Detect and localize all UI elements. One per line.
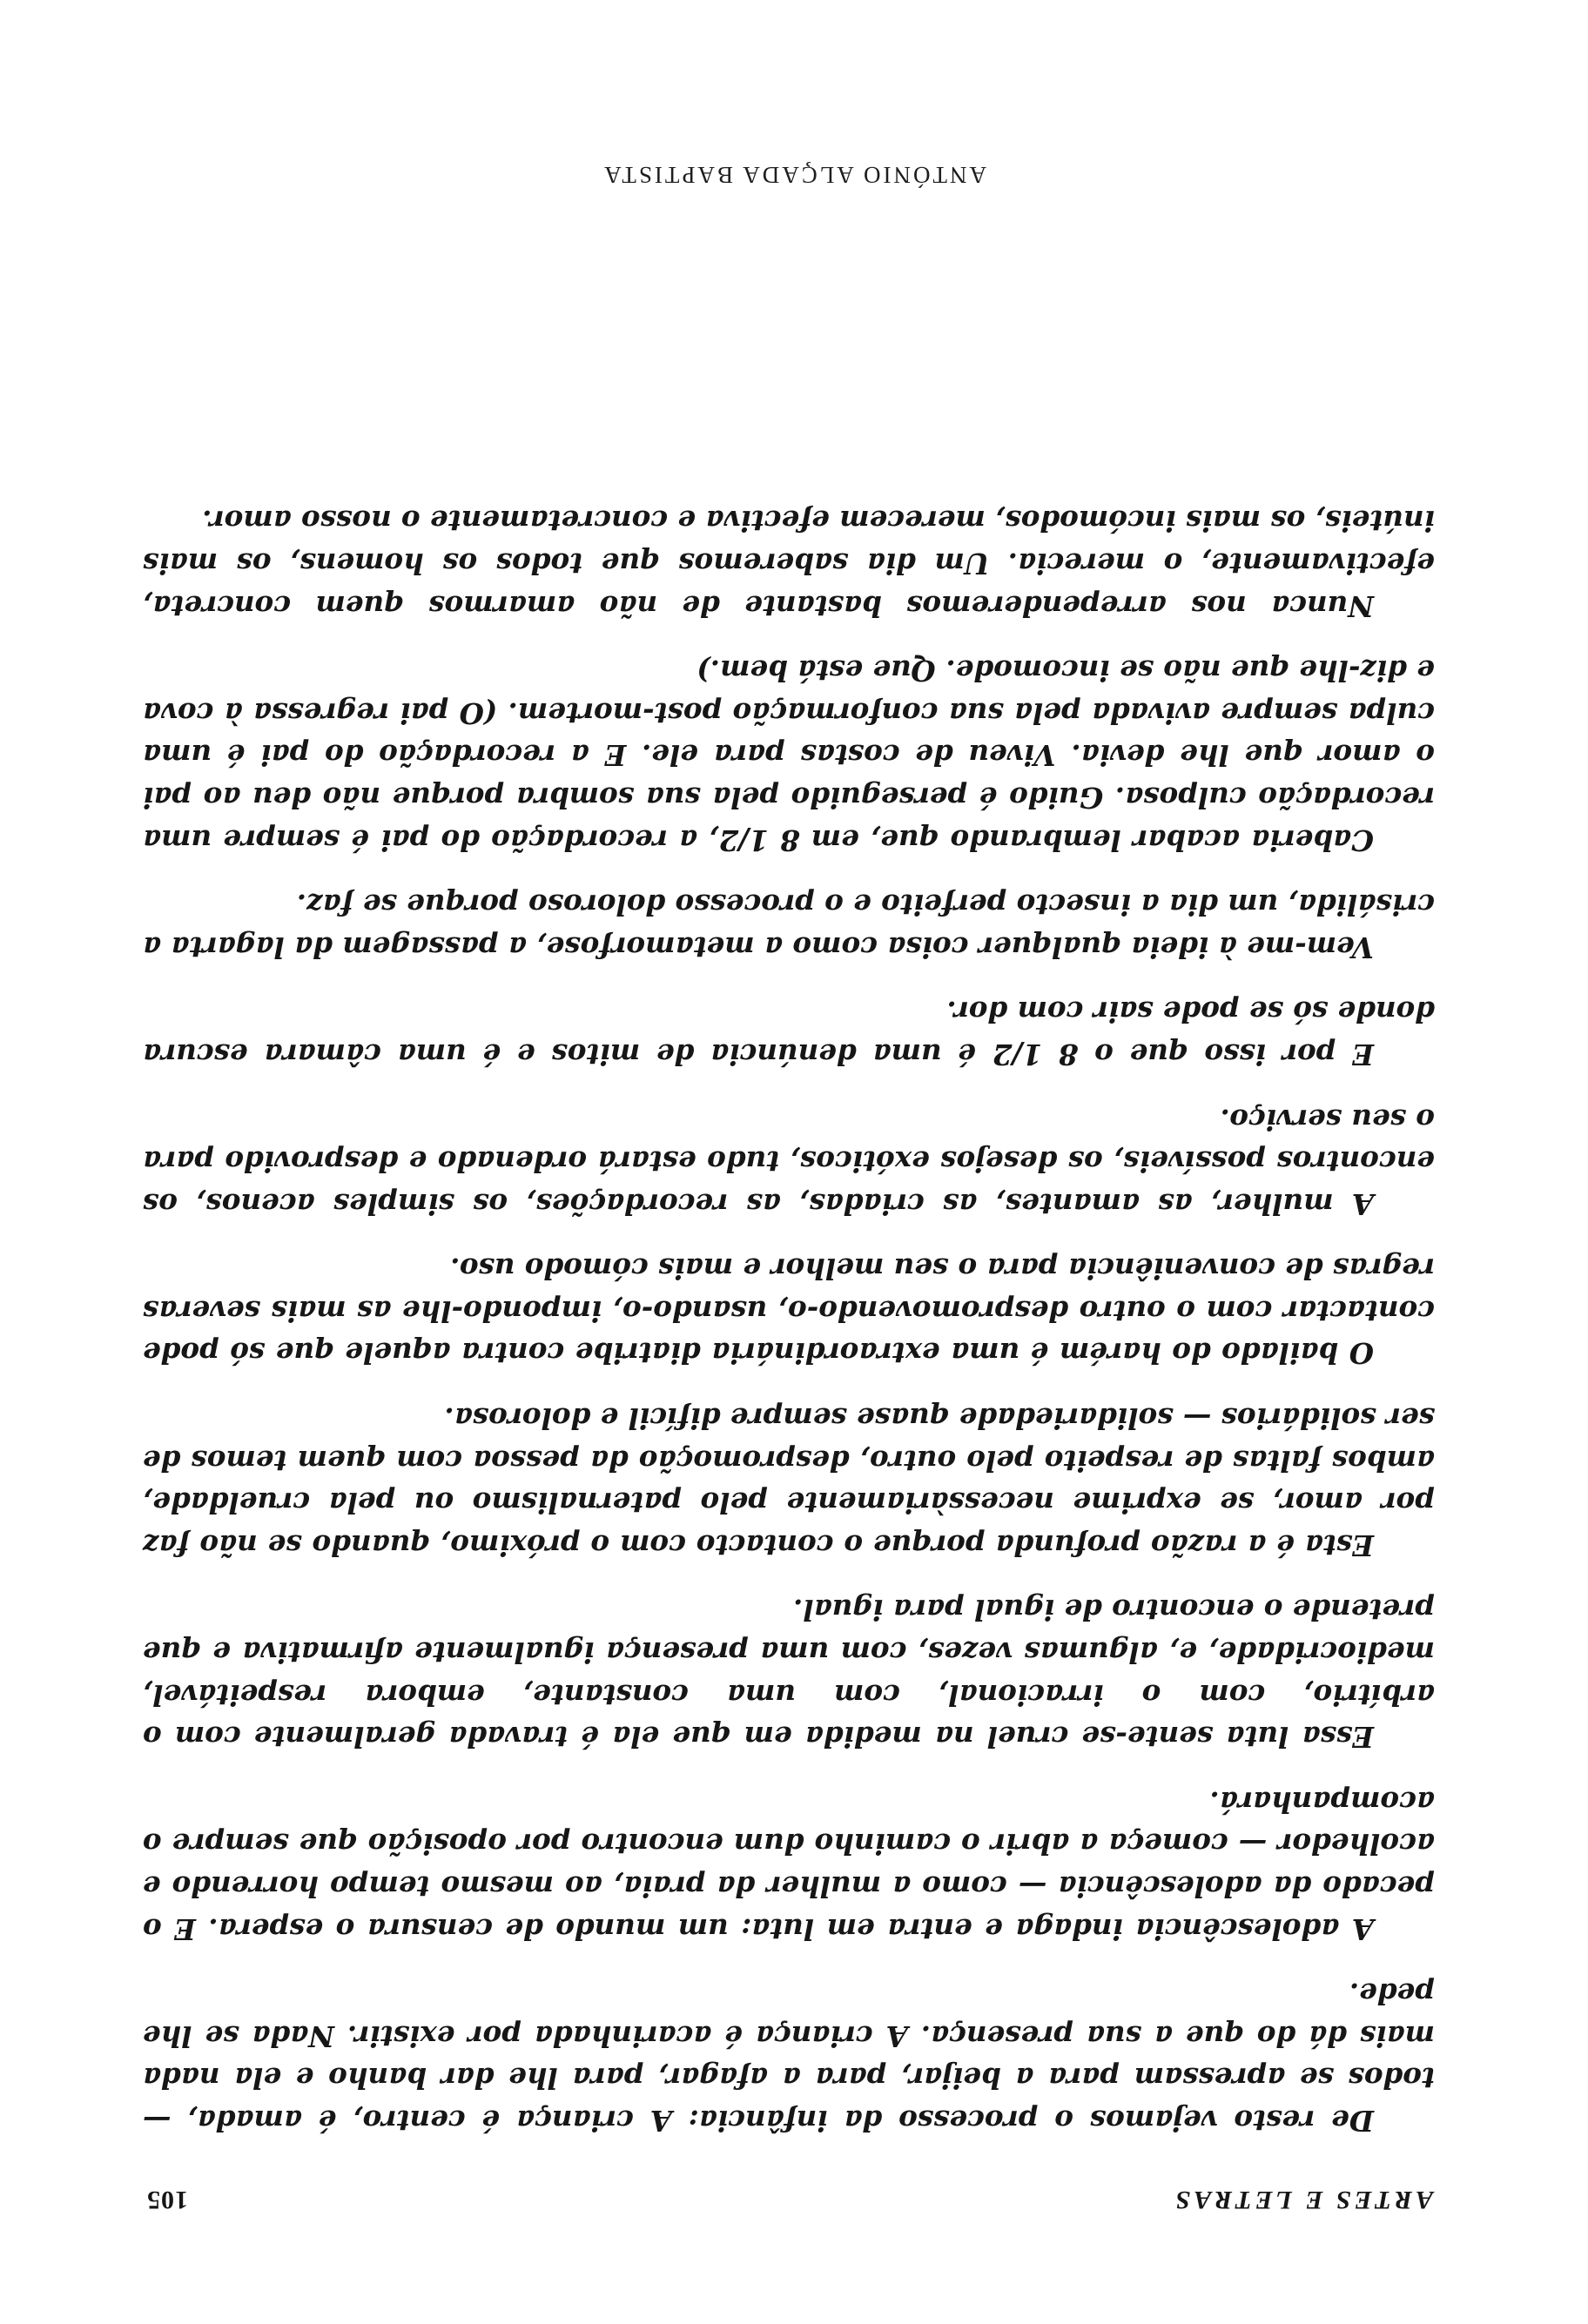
paragraph: A adolescência indaga e entra em luta: um mundo de censura o espera. E o pecado da adolescência — como a mulher da praia, ao mesmo tempo horrendo e acolhedor — começa a abrir o caminho dum encontro por oposição que sempre o acompanhará.	[143, 1784, 1435, 1946]
page-number: 105	[146, 2186, 188, 2214]
running-head	[146, 2180, 1433, 2214]
paragraph: Nunca nos arrependeremos bastante de não amarmos quem concreta, efectivamente, o merecia. Um dia saberemos que todos os homens, os mais inúteis, os mais incómodos, merecem efectiva e concretamente o nosso amor.	[143, 504, 1435, 623]
running-head-title: ARTES E LETRAS	[1172, 2186, 1433, 2214]
author-footer: ANTÓNIO ALÇADA BAPTISTA	[602, 162, 986, 188]
paragraph: De resto vejamos o processo da infância: A criança é centro, é amada, — todos se apressam para a beijar, para a afagar, para lhe dar banho e ela nada mais dá do que a sua presença. A criança é acarinhada por existir. Nada se lhe pede.	[143, 1977, 1435, 2138]
paragraph: Vem-me à ideia qualquer coisa como a metamorfose, a passagem da lagarta a crisálida, um dia a insecto perfeito e o processo doloroso porque se faz.	[143, 888, 1435, 964]
body-text	[143, 500, 1435, 2141]
paragraph: O bailado do harém é uma extraordinária diatribe contra aquele que só pode contactar com o outro despromovendo-o, usando-o, impondo-lhe as mais severas regras de conveniência para o seu melhor e mais cómodo uso.	[143, 1252, 1435, 1371]
paragraph: Esta é a razão profunda porque o contacto com o próximo, quando se não faz por amor, se exprime necessàriamente pelo paternalismo ou pela crueldade, ambos faltas de respeito pelo outro, despromoção da pessoa com quem temos de ser solidários — solidariedade quase sempre difícil e dolorosa.	[143, 1401, 1435, 1562]
paragraph: E por isso que o 8 1/2 é uma denúncia de mitos e é uma câmara escura donde só se pode sair com dor.	[143, 995, 1435, 1071]
paragraph: Caberia acabar lembrando que, em 8 1/2, a recordação do pai é sempre uma recordação culposa. Guido é perseguido pela sua sombra porque não deu ao pai o amor que lhe devia. Viveu de costas para ele. E a recordação do pai é uma culpa sempre avivada pela sua conformação post-mortem. (O pai regressa à cova e diz-lhe que não se incomode. Que está bem.)	[143, 654, 1435, 857]
paragraph: A mulher, as amantes, as criadas, as recordações, os simples acenos, os encontros possíveis, os desejos exóticos, tudo estará ordenado e desprovido para o seu serviço.	[143, 1102, 1435, 1221]
paragraph: Essa luta sente-se cruel na medida em que ela é travada geralmente com o arbítrio, com o irracional, com uma constante, embora respeitável, mediocridade, e, algumas vezes, com uma presença igualmente afirmativa e que pretende o encontro de igual para igual.	[143, 1593, 1435, 1755]
